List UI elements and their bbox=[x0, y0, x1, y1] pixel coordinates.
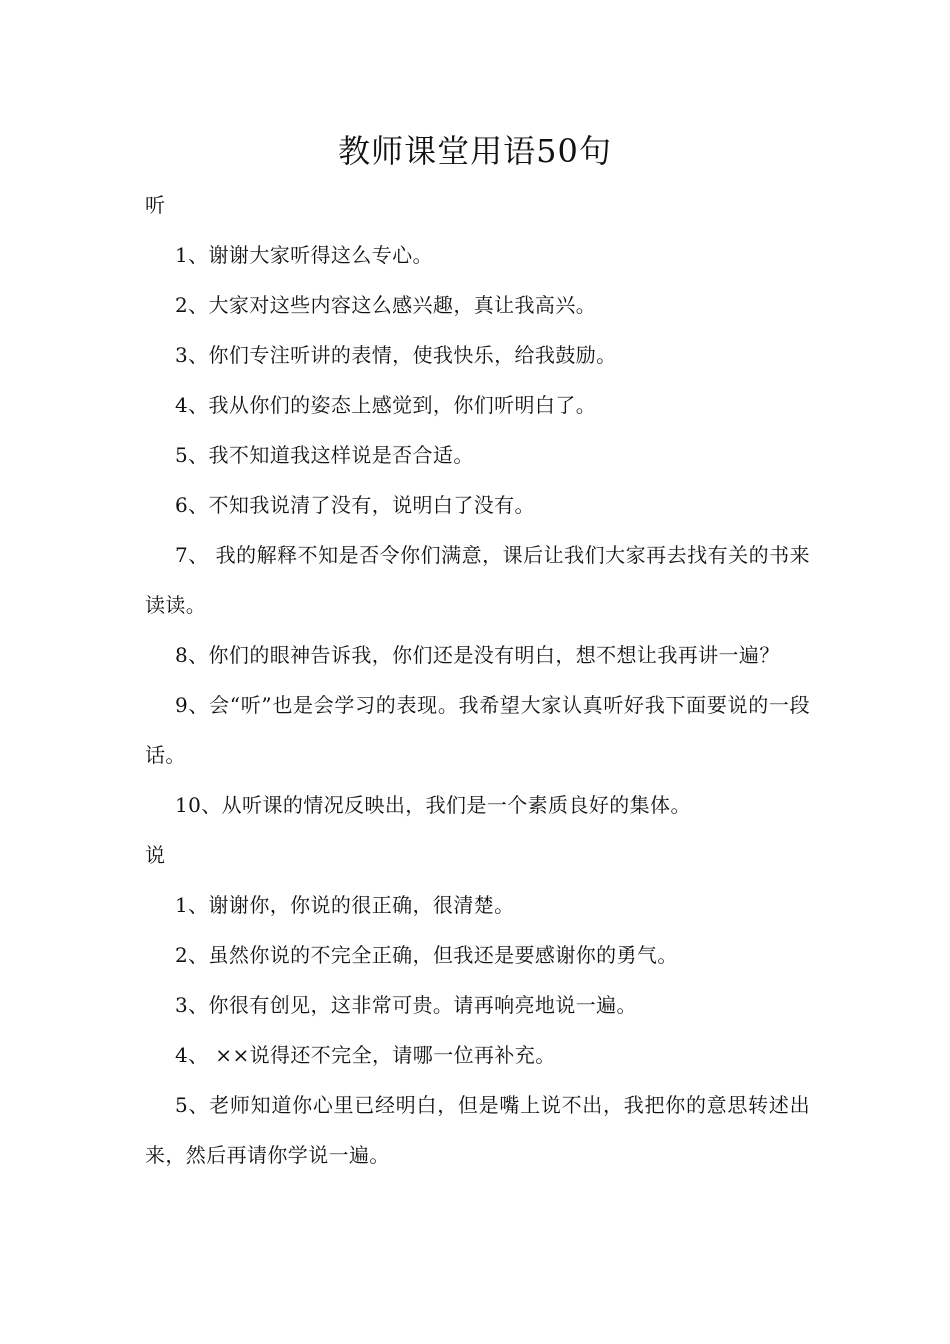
speak-item-1: 1、谢谢你，你说的很正确，很清楚。 bbox=[175, 893, 515, 917]
speak-item-3: 3、你很有创见，这非常可贵。请再响亮地说一遍。 bbox=[175, 993, 637, 1017]
listen-item-4: 4、我从你们的姿态上感觉到，你们听明白了。 bbox=[175, 393, 597, 417]
speak-item-4: 4、 ××说得还不完全，请哪一位再补充。 bbox=[175, 1043, 556, 1067]
speak-item-5: 5、老师知道你心里已经明白，但是嘴上说不出，我把你的意思转述出来，然后再请你学说一遍。 bbox=[145, 1093, 810, 1167]
listen-item-8: 8、你们的眼神告诉我，你们还是没有明白，想不想让我再讲一遍？ bbox=[175, 643, 780, 667]
listen-item-5: 5、我不知道我这样说是否合适。 bbox=[175, 443, 474, 467]
listen-item-6: 6、不知我说清了没有，说明白了没有。 bbox=[175, 493, 535, 517]
document-body bbox=[145, 180, 810, 1180]
listen-item-1: 1、谢谢大家听得这么专心。 bbox=[175, 243, 433, 267]
listen-item-2: 2、大家对这些内容这么感兴趣，真让我高兴。 bbox=[175, 293, 597, 317]
section-heading-listen: 听 bbox=[145, 193, 165, 217]
listen-item-10: 10、从听课的情况反映出，我们是一个素质良好的集体。 bbox=[175, 793, 691, 817]
section-heading-speak: 说 bbox=[145, 843, 165, 867]
page-title: 教师课堂用语50句 bbox=[338, 132, 612, 170]
speak-item-2: 2、虽然你说的不完全正确，但我还是要感谢你的勇气。 bbox=[175, 943, 678, 967]
listen-item-9: 9、会“听”也是会学习的表现。我希望大家认真听好我下面要说的一段话。 bbox=[145, 693, 810, 767]
listen-item-7: 7、 我的解释不知是否令你们满意，课后让我们大家再去找有关的书来读读。 bbox=[145, 543, 810, 617]
listen-item-3: 3、你们专注听讲的表情，使我快乐，给我鼓励。 bbox=[175, 343, 617, 367]
